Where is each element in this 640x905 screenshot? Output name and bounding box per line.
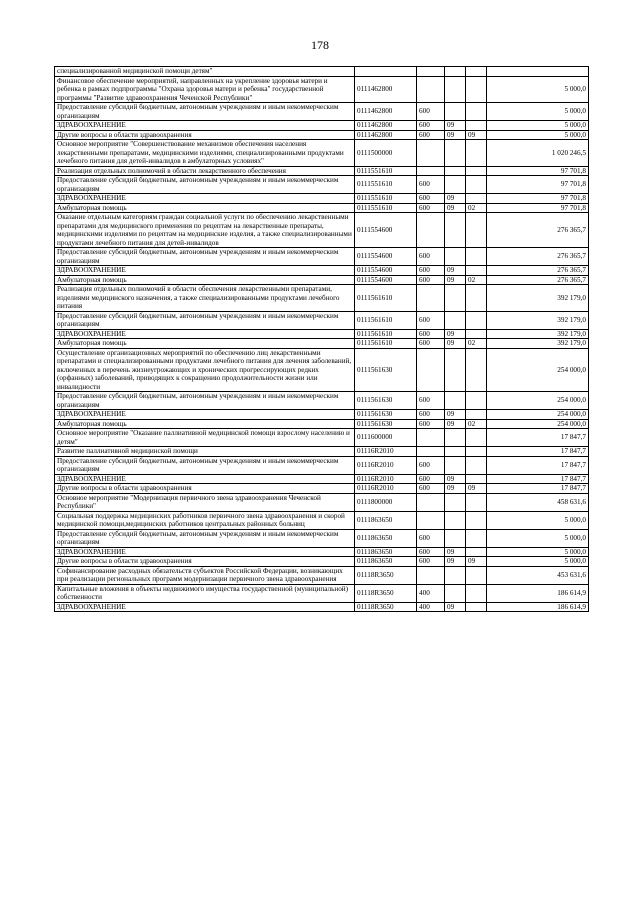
cell-csr: 0111554600 <box>355 248 417 266</box>
cell-sum: 186 614,9 <box>487 584 589 602</box>
cell-rz: 09 <box>445 130 466 140</box>
cell-vr: 600 <box>417 484 445 494</box>
cell-csr: 0111462800 <box>355 130 417 140</box>
cell-name: Предоставление субсидий бюджетным, автономным учреждениям и иным некоммерческим организациям <box>55 248 355 266</box>
cell-vr <box>417 511 445 529</box>
cell-sum: 254 000,0 <box>487 419 589 429</box>
cell-name: Другие вопросы в области здравоохранения <box>55 130 355 140</box>
cell-vr: 400 <box>417 602 445 612</box>
cell-csr: 0111561630 <box>355 392 417 410</box>
cell-sum: 17 847,7 <box>487 474 589 484</box>
cell-name: Амбулаторная помощь <box>55 339 355 349</box>
cell-rz <box>445 67 466 77</box>
cell-csr: 0111863650 <box>355 557 417 567</box>
cell-sum: 5 000,0 <box>487 130 589 140</box>
cell-pr: 09 <box>466 130 487 140</box>
cell-vr: 600 <box>417 275 445 285</box>
cell-pr <box>466 194 487 204</box>
cell-rz <box>445 429 466 447</box>
cell-csr: 0111561630 <box>355 419 417 429</box>
cell-pr: 09 <box>466 557 487 567</box>
table-row <box>55 130 589 140</box>
cell-pr <box>466 547 487 557</box>
table-row <box>55 176 589 194</box>
cell-pr <box>466 103 487 121</box>
cell-sum: 392 179,0 <box>487 339 589 349</box>
cell-sum <box>487 67 589 77</box>
cell-vr: 600 <box>417 456 445 474</box>
cell-sum: 5 000,0 <box>487 121 589 131</box>
cell-csr: 0111462800 <box>355 103 417 121</box>
cell-pr <box>466 602 487 612</box>
cell-sum: 5 000,0 <box>487 511 589 529</box>
cell-sum: 392 179,0 <box>487 285 589 312</box>
cell-sum: 276 365,7 <box>487 213 589 248</box>
cell-vr: 600 <box>417 419 445 429</box>
cell-sum: 276 365,7 <box>487 266 589 276</box>
cell-csr: 0111600000 <box>355 429 417 447</box>
cell-pr: 02 <box>466 275 487 285</box>
cell-rz <box>445 566 466 584</box>
cell-vr <box>417 140 445 167</box>
cell-pr <box>466 456 487 474</box>
cell-rz: 09 <box>445 557 466 567</box>
cell-rz <box>445 140 466 167</box>
cell-name: Предоставление субсидий бюджетным, автономным учреждениям и иным некоммерческим организациям <box>55 103 355 121</box>
cell-name: специализированной медицинской помощи детям" <box>55 67 355 77</box>
cell-vr <box>417 493 445 511</box>
cell-sum: 5 000,0 <box>487 547 589 557</box>
cell-vr <box>417 166 445 176</box>
cell-name: Капитальные вложения в объекты недвижимого имущества государственной (муниципальной) собственности <box>55 584 355 602</box>
table-row <box>55 329 589 339</box>
cell-sum: 97 701,8 <box>487 166 589 176</box>
cell-pr <box>466 429 487 447</box>
cell-pr <box>466 329 487 339</box>
table-row <box>55 103 589 121</box>
cell-sum: 97 701,8 <box>487 203 589 213</box>
cell-vr: 600 <box>417 311 445 329</box>
cell-sum: 276 365,7 <box>487 248 589 266</box>
table-row <box>55 474 589 484</box>
cell-name: Другие вопросы в области здравоохранения <box>55 484 355 494</box>
cell-name: Софинансирование расходных обязательств субъектов Российской Федерации, возникающих при реализации региональных программ модернизации первичного звена здравоохранения <box>55 566 355 584</box>
cell-vr <box>417 348 445 392</box>
cell-sum: 276 365,7 <box>487 275 589 285</box>
cell-vr: 600 <box>417 557 445 567</box>
cell-pr <box>466 140 487 167</box>
cell-rz: 09 <box>445 410 466 420</box>
cell-csr: 0111863650 <box>355 529 417 547</box>
cell-pr <box>466 447 487 457</box>
cell-rz: 09 <box>445 484 466 494</box>
cell-vr: 600 <box>417 130 445 140</box>
cell-sum: 5 000,0 <box>487 76 589 103</box>
cell-name: Другие вопросы в области здравоохранения <box>55 557 355 567</box>
cell-sum: 17 847,7 <box>487 484 589 494</box>
cell-name: Оказание отдельным категориям граждан социальной услуги по обеспечению лекарственными препаратами для медицинского применения по рецептам на лекарственные препараты, медицинскими изделиями по рецептам на медицинские изделия, а также специализированными продуктами лечебного питания для детей-инвалидов <box>55 213 355 248</box>
cell-rz: 09 <box>445 547 466 557</box>
cell-rz <box>445 447 466 457</box>
table-row <box>55 456 589 474</box>
cell-name: ЗДРАВООХРАНЕНИЕ <box>55 329 355 339</box>
cell-rz: 09 <box>445 474 466 484</box>
cell-rz <box>445 76 466 103</box>
cell-name: Предоставление субсидий бюджетным, автономным учреждениям и иным некоммерческим организациям <box>55 456 355 474</box>
cell-pr: 09 <box>466 484 487 494</box>
cell-name: Основное мероприятие "Совершенствование механизмов обеспечения населения лекарственными препаратами, медицинскими изделиями, специализированными продуктами лечебного питания для детей-инвалидов в амбулаторных условиях" <box>55 140 355 167</box>
cell-rz <box>445 511 466 529</box>
cell-vr <box>417 67 445 77</box>
cell-csr: 0111561610 <box>355 339 417 349</box>
table-row <box>55 429 589 447</box>
table-row <box>55 348 589 392</box>
cell-rz <box>445 176 466 194</box>
table-row <box>55 392 589 410</box>
table-row <box>55 484 589 494</box>
cell-rz <box>445 529 466 547</box>
table-row <box>55 203 589 213</box>
cell-sum: 5 000,0 <box>487 103 589 121</box>
cell-csr: 0111554600 <box>355 213 417 248</box>
cell-csr: 0111551610 <box>355 166 417 176</box>
cell-name: Амбулаторная помощь <box>55 275 355 285</box>
cell-csr: 0111462800 <box>355 121 417 131</box>
cell-rz: 09 <box>445 602 466 612</box>
table-row <box>55 121 589 131</box>
table-row <box>55 529 589 547</box>
table-row <box>55 602 589 612</box>
cell-csr: 0111551610 <box>355 203 417 213</box>
cell-csr: 0111561630 <box>355 348 417 392</box>
cell-name: Основное мероприятие "Оказание паллиативной медицинской помощи взрослому населению и детям" <box>55 429 355 447</box>
cell-pr: 02 <box>466 203 487 213</box>
table-row <box>55 447 589 457</box>
cell-csr: 01116R2010 <box>355 456 417 474</box>
cell-sum: 458 631,6 <box>487 493 589 511</box>
cell-sum: 5 000,0 <box>487 557 589 567</box>
cell-vr: 600 <box>417 121 445 131</box>
page-number: 178 <box>311 38 329 52</box>
cell-csr: 0111561610 <box>355 285 417 312</box>
cell-pr <box>466 121 487 131</box>
cell-pr <box>466 529 487 547</box>
cell-pr <box>466 348 487 392</box>
cell-name: Предоставление субсидий бюджетным, автономным учреждениям и иным некоммерческим организациям <box>55 311 355 329</box>
cell-rz <box>445 285 466 312</box>
cell-vr: 600 <box>417 266 445 276</box>
cell-pr <box>466 166 487 176</box>
cell-vr: 600 <box>417 339 445 349</box>
cell-rz <box>445 392 466 410</box>
cell-vr: 600 <box>417 329 445 339</box>
cell-vr: 600 <box>417 103 445 121</box>
cell-sum: 254 000,0 <box>487 410 589 420</box>
cell-name: Развитие паллиативной медицинской помощи <box>55 447 355 457</box>
table-row <box>55 266 589 276</box>
cell-sum: 254 000,0 <box>487 392 589 410</box>
table-row <box>55 493 589 511</box>
cell-csr: 0111462800 <box>355 76 417 103</box>
table-row <box>55 213 589 248</box>
table-row <box>55 557 589 567</box>
cell-vr <box>417 213 445 248</box>
table-row <box>55 285 589 312</box>
table-row <box>55 67 589 77</box>
cell-rz: 09 <box>445 121 466 131</box>
cell-rz: 09 <box>445 203 466 213</box>
cell-vr: 600 <box>417 474 445 484</box>
cell-name: ЗДРАВООХРАНЕНИЕ <box>55 410 355 420</box>
cell-pr <box>466 248 487 266</box>
cell-rz: 09 <box>445 329 466 339</box>
table-row <box>55 547 589 557</box>
cell-csr: 0111551610 <box>355 194 417 204</box>
cell-vr <box>417 285 445 312</box>
cell-pr <box>466 493 487 511</box>
cell-sum: 392 179,0 <box>487 329 589 339</box>
cell-name: Реализация отдельных полномочий в области лекарственного обеспечения <box>55 166 355 176</box>
cell-csr: 0111561610 <box>355 311 417 329</box>
cell-pr <box>466 584 487 602</box>
cell-rz <box>445 493 466 511</box>
table-row <box>55 140 589 167</box>
cell-rz <box>445 166 466 176</box>
cell-csr: 0111554600 <box>355 266 417 276</box>
cell-rz <box>445 103 466 121</box>
cell-vr: 600 <box>417 410 445 420</box>
cell-name: Основное мероприятие "Модернизация первичного звена здравоохранения Чеченской Республики" <box>55 493 355 511</box>
cell-sum: 97 701,8 <box>487 194 589 204</box>
cell-sum: 392 179,0 <box>487 311 589 329</box>
budget-table <box>54 66 589 612</box>
cell-sum: 1 020 246,5 <box>487 140 589 167</box>
cell-vr: 600 <box>417 392 445 410</box>
cell-csr: 01116R2010 <box>355 484 417 494</box>
cell-rz: 09 <box>445 194 466 204</box>
cell-pr <box>466 511 487 529</box>
table-row <box>55 275 589 285</box>
cell-sum: 453 631,6 <box>487 566 589 584</box>
cell-sum: 254 000,0 <box>487 348 589 392</box>
cell-pr <box>466 566 487 584</box>
cell-csr <box>355 67 417 77</box>
cell-name: ЗДРАВООХРАНЕНИЕ <box>55 547 355 557</box>
cell-pr <box>466 392 487 410</box>
cell-csr: 01118R3650 <box>355 602 417 612</box>
cell-name: ЗДРАВООХРАНЕНИЕ <box>55 194 355 204</box>
cell-vr <box>417 566 445 584</box>
table-row <box>55 410 589 420</box>
cell-csr: 0111551610 <box>355 176 417 194</box>
cell-csr: 0111500000 <box>355 140 417 167</box>
cell-pr: 02 <box>466 339 487 349</box>
cell-vr: 600 <box>417 176 445 194</box>
cell-pr <box>466 67 487 77</box>
cell-csr: 0111863650 <box>355 511 417 529</box>
cell-rz: 09 <box>445 275 466 285</box>
cell-name: Предоставление субсидий бюджетным, автономным учреждениям и иным некоммерческим организациям <box>55 176 355 194</box>
cell-name: Финансовое обеспечение мероприятий, направленных на укрепление здоровья матери и ребенка в рамках подпрограммы "Охрана здоровья матери и ребенка" государственной программы "Развитие здравоохранения Чеченской Республики" <box>55 76 355 103</box>
cell-vr <box>417 447 445 457</box>
cell-csr: 0111800000 <box>355 493 417 511</box>
cell-sum: 17 847,7 <box>487 429 589 447</box>
cell-vr: 600 <box>417 547 445 557</box>
cell-vr: 600 <box>417 203 445 213</box>
cell-sum: 186 614,9 <box>487 602 589 612</box>
cell-name: Реализация отдельных полномочий в области обеспечения лекарственными препаратами, изделиями медицинского назначения, а также специализированными продуктами лечебного питания <box>55 285 355 312</box>
cell-rz: 09 <box>445 339 466 349</box>
cell-rz: 09 <box>445 266 466 276</box>
cell-name: Предоставление субсидий бюджетным, автономным учреждениям и иным некоммерческим организациям <box>55 529 355 547</box>
table-row <box>55 339 589 349</box>
cell-csr: 01118R3650 <box>355 566 417 584</box>
cell-csr: 01116R2010 <box>355 474 417 484</box>
cell-name: Социальная поддержка медицинских работников первичного звена здравоохранения и скорой медицинской помощи,медицинских работников центральных районных больниц <box>55 511 355 529</box>
cell-sum: 17 847,7 <box>487 447 589 457</box>
cell-csr: 0111863650 <box>355 547 417 557</box>
cell-name: Амбулаторная помощь <box>55 419 355 429</box>
cell-name: ЗДРАВООХРАНЕНИЕ <box>55 474 355 484</box>
table-row <box>55 248 589 266</box>
cell-csr: 01116R2010 <box>355 447 417 457</box>
cell-name: Амбулаторная помощь <box>55 203 355 213</box>
cell-pr <box>466 213 487 248</box>
cell-name: Осуществление организационных мероприятий по обеспечению лиц лекарственными препаратами и специализированными продуктами лечебного питания для лечения заболеваний, включенных в перечень жизнеугрожающих и хронических прогрессирующих редких (орфанных) заболеваний, приводящих к сокращению продолжительности жизни или инвалидности <box>55 348 355 392</box>
cell-rz <box>445 348 466 392</box>
cell-csr: 0111561630 <box>355 410 417 420</box>
cell-vr: 600 <box>417 529 445 547</box>
cell-rz <box>445 456 466 474</box>
table-row <box>55 166 589 176</box>
cell-rz <box>445 213 466 248</box>
cell-pr <box>466 474 487 484</box>
cell-pr <box>466 285 487 312</box>
table-row <box>55 194 589 204</box>
cell-name: Предоставление субсидий бюджетным, автономным учреждениям и иным некоммерческим организациям <box>55 392 355 410</box>
table-row <box>55 419 589 429</box>
cell-vr <box>417 429 445 447</box>
cell-pr <box>466 176 487 194</box>
cell-sum: 97 701,8 <box>487 176 589 194</box>
cell-csr: 0111554600 <box>355 275 417 285</box>
cell-rz <box>445 248 466 266</box>
cell-csr: 0111561610 <box>355 329 417 339</box>
cell-pr <box>466 76 487 103</box>
cell-pr <box>466 311 487 329</box>
cell-pr <box>466 266 487 276</box>
cell-sum: 5 000,0 <box>487 529 589 547</box>
cell-sum: 17 847,7 <box>487 456 589 474</box>
table-row <box>55 584 589 602</box>
table-row <box>55 76 589 103</box>
cell-vr: 400 <box>417 584 445 602</box>
table-row <box>55 511 589 529</box>
cell-pr: 02 <box>466 419 487 429</box>
cell-vr: 600 <box>417 194 445 204</box>
cell-rz: 09 <box>445 419 466 429</box>
cell-name: ЗДРАВООХРАНЕНИЕ <box>55 121 355 131</box>
cell-rz <box>445 311 466 329</box>
cell-name: ЗДРАВООХРАНЕНИЕ <box>55 266 355 276</box>
table-row <box>55 311 589 329</box>
cell-name: ЗДРАВООХРАНЕНИЕ <box>55 602 355 612</box>
cell-vr: 600 <box>417 248 445 266</box>
cell-vr <box>417 76 445 103</box>
cell-rz <box>445 584 466 602</box>
cell-pr <box>466 410 487 420</box>
cell-csr: 01118R3650 <box>355 584 417 602</box>
table-row <box>55 566 589 584</box>
